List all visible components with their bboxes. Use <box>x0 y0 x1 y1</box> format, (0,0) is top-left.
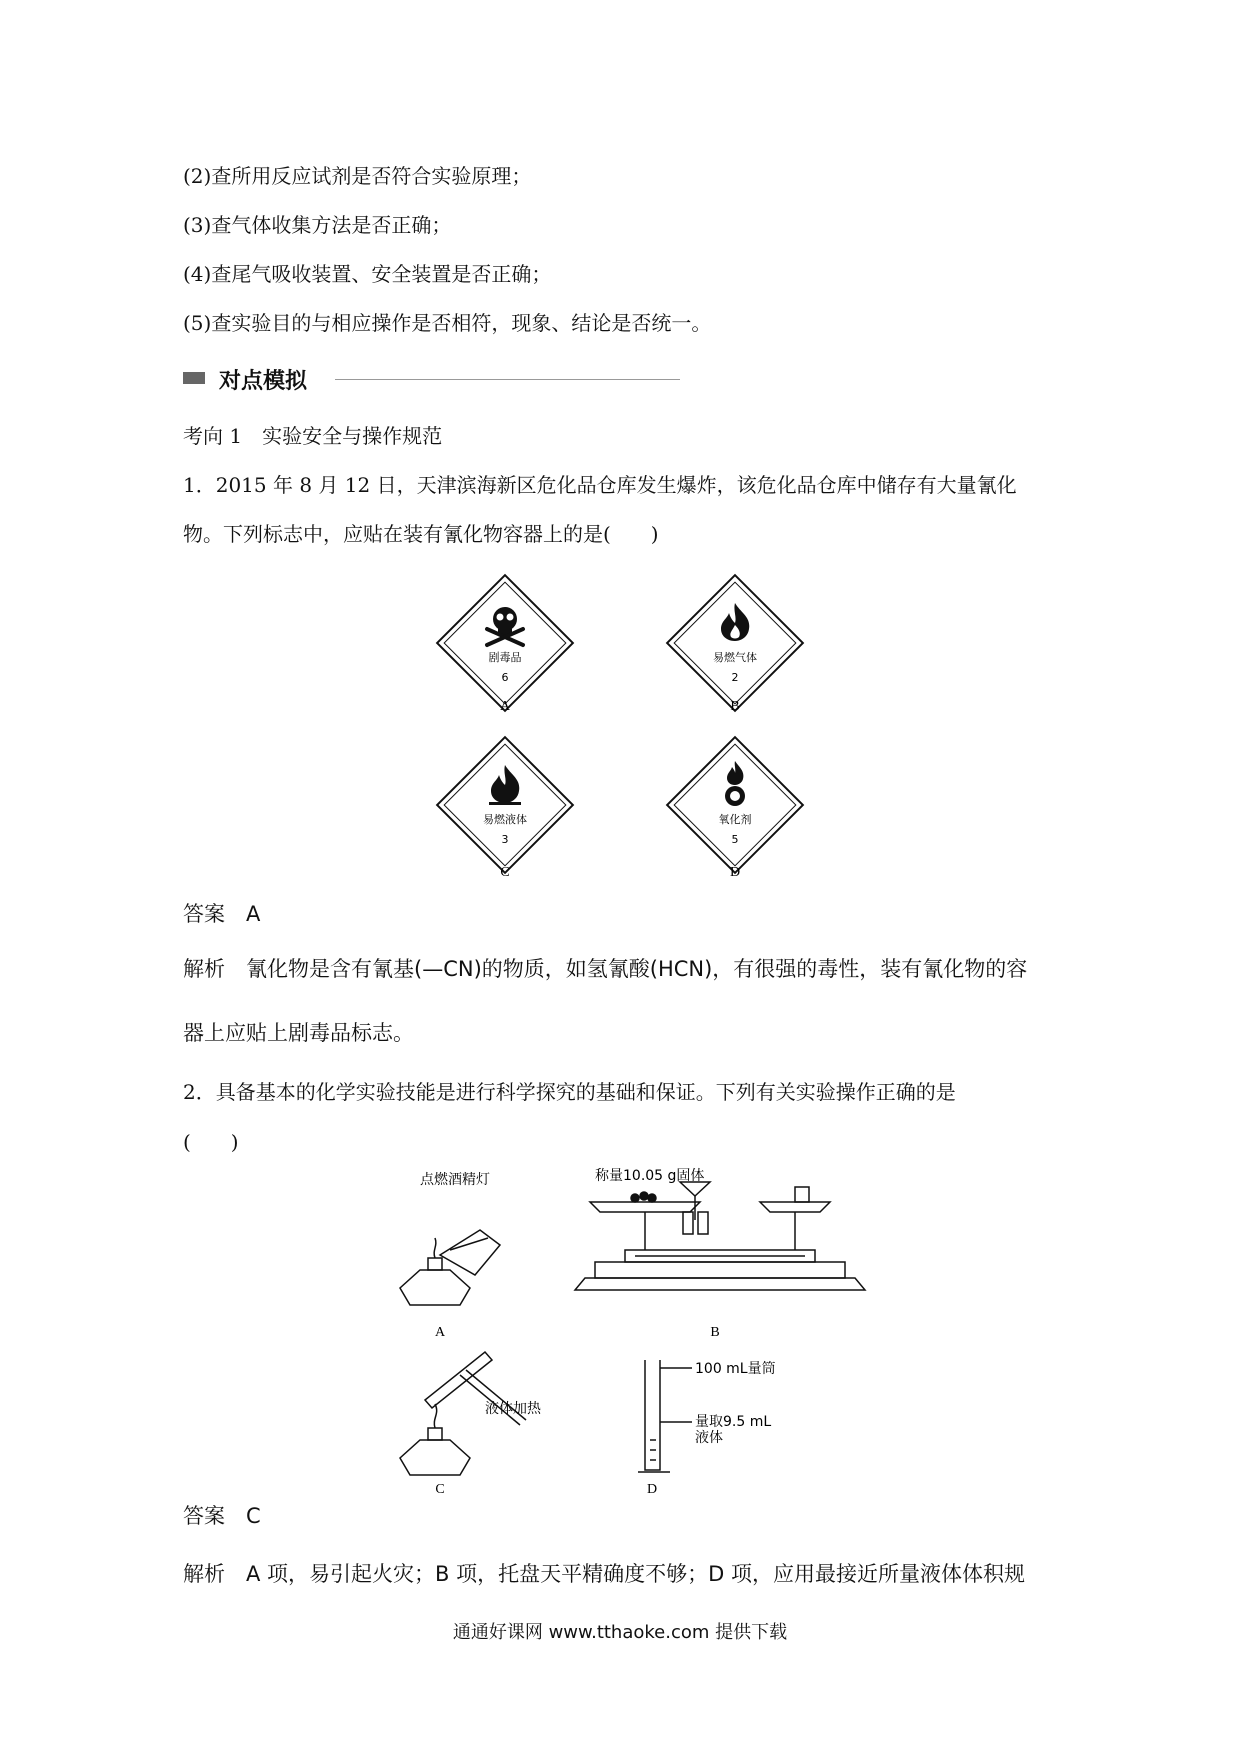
sign-a-letter: A <box>499 699 511 714</box>
intro-line-5: (5)查实验目的与相应操作是否相符，现象、结论是否统一。 <box>183 311 712 335</box>
q2-analysis-label: 解析 <box>183 1562 225 1586</box>
lab-operations-figure <box>380 1160 880 1495</box>
sign-a-name: 剧毒品 <box>488 651 522 664</box>
sign-d-oxidizer <box>667 737 803 873</box>
q1-answer-value: A <box>246 902 261 926</box>
q1-analysis-label: 解析 <box>183 957 225 981</box>
intro-line-2: (2)查所用反应试剂是否符合实验原理； <box>183 164 532 188</box>
topic-label: 考向 1 <box>183 424 243 448</box>
q1-answer-label: 答案 <box>183 902 225 926</box>
q1-analysis-line-2: 器上应贴上剧毒品标志。 <box>183 1021 414 1045</box>
sign-b-flammable-gas <box>667 575 803 711</box>
q1-answer <box>183 900 260 928</box>
topic-heading <box>183 422 442 450</box>
page-footer: 通通好课网 www.tthaoke.com 提供下载 <box>452 1622 788 1643</box>
q1-stem-line-1: 1．2015 年 8 月 12 日，天津滨海新区危化品仓库发生爆炸，该危化品仓库中储存有大量氰化 <box>183 473 1017 497</box>
flame-icon <box>489 765 521 805</box>
hazard-signs-figure <box>430 570 830 890</box>
skull-icon <box>487 607 523 645</box>
sign-b-letter: B <box>730 699 740 714</box>
q1-stem-line-2: 物。下列标志中，应贴在装有氰化物容器上的是( ) <box>183 522 659 546</box>
sign-c-flammable-liquid <box>437 737 573 873</box>
sign-d-letter: D <box>729 865 741 880</box>
balance-scale-icon <box>575 1182 865 1290</box>
sign-c-letter: C <box>500 865 510 880</box>
fig-d-caption-3: 液体 <box>695 1430 723 1446</box>
sign-b-name: 易燃气体 <box>713 651 757 664</box>
sign-d-num: 5 <box>731 833 739 846</box>
intro-line-3: (3)查气体收集方法是否正确； <box>183 213 452 237</box>
q2-analysis-line-1 <box>183 1560 1025 1588</box>
section-marker <box>183 372 205 384</box>
section-rule <box>335 379 680 380</box>
fig-d-caption-2: 量取9.5 mL <box>695 1414 772 1430</box>
graduated-cylinder-icon <box>638 1360 692 1472</box>
q2-answer <box>183 1502 261 1530</box>
sign-b-num: 2 <box>731 671 739 684</box>
fig-d-caption-1: 100 mL量筒 <box>695 1361 776 1377</box>
sign-c-num: 3 <box>501 833 509 846</box>
q2-stem-line-2: ( ) <box>183 1130 239 1154</box>
fig-d-letter: D <box>646 1482 658 1495</box>
q1-analysis-line-1 <box>183 955 1027 983</box>
flame-over-circle-icon <box>725 761 745 806</box>
sign-c-name: 易燃液体 <box>483 813 527 826</box>
sign-a-num: 6 <box>501 671 509 684</box>
sign-a-toxic <box>437 575 573 711</box>
fig-a-caption: 点燃酒精灯 <box>420 1172 490 1188</box>
alcohol-lamp-lighting-icon <box>400 1230 500 1305</box>
topic-title: 实验安全与操作规范 <box>262 424 443 448</box>
fig-c-letter: C <box>435 1482 445 1495</box>
fig-b-caption: 称量10.05 g固体 <box>595 1168 705 1184</box>
q2-answer-value: C <box>246 1504 261 1528</box>
intro-line-4: (4)查尾气吸收装置、安全装置是否正确； <box>183 262 552 286</box>
flame-icon <box>721 603 749 641</box>
fig-c-caption: 液体加热 <box>485 1401 541 1417</box>
q2-stem-line-1: 2．具备基本的化学实验技能是进行科学探究的基础和保证。下列有关实验操作正确的是 <box>183 1080 956 1104</box>
fig-a-letter: A <box>434 1325 446 1340</box>
section-title: 对点模拟 <box>219 369 308 394</box>
q2-analysis-text-1: A 项，易引起火灾；B 项，托盘天平精确度不够；D 项，应用最接近所量液体体积规 <box>246 1562 1025 1586</box>
q2-answer-label: 答案 <box>183 1504 225 1528</box>
fig-b-letter: B <box>710 1325 720 1340</box>
q1-analysis-text-1: 氰化物是含有氰基(—CN)的物质，如氢氰酸(HCN)，有很强的毒性，装有氰化物的容 <box>246 957 1028 981</box>
sign-d-name: 氧化剂 <box>718 813 752 826</box>
